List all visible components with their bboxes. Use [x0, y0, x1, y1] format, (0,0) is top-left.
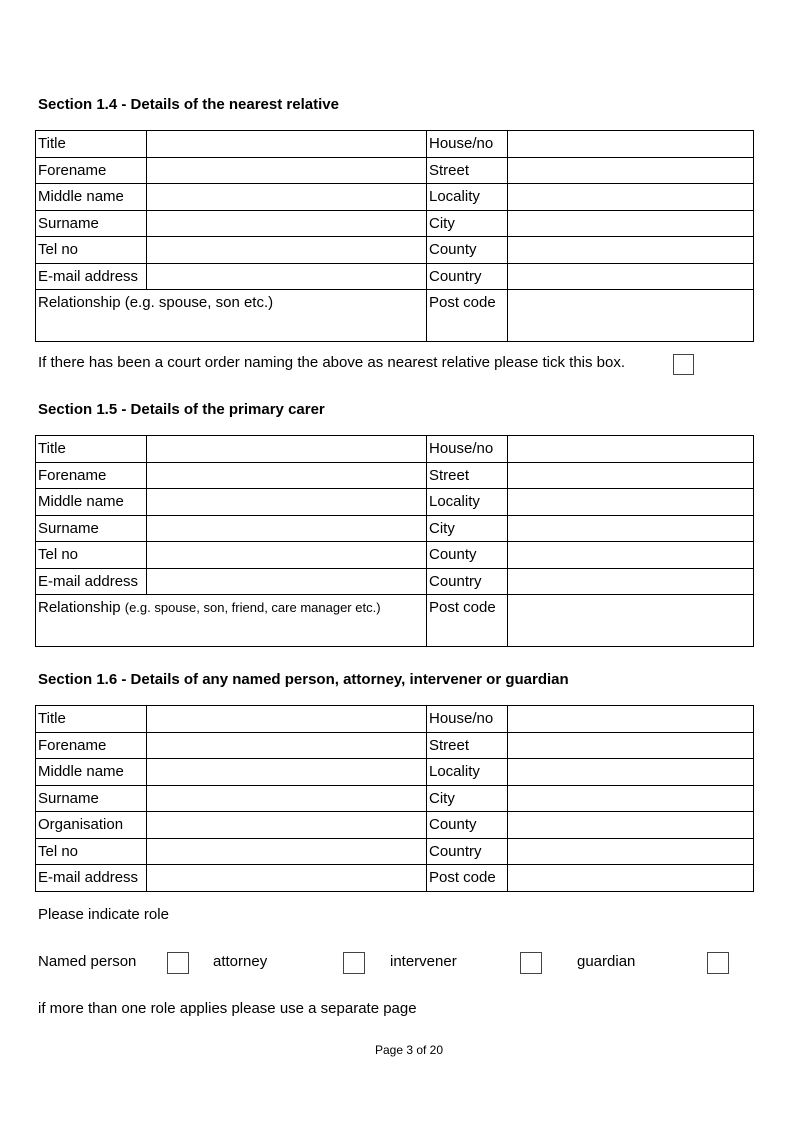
- locality-cell[interactable]: [508, 489, 754, 516]
- country-cell[interactable]: [508, 263, 754, 290]
- field-label: E-mail address: [36, 263, 147, 290]
- street-cell[interactable]: [508, 732, 754, 759]
- address-label: Country: [427, 838, 508, 865]
- address-label: Locality: [427, 184, 508, 211]
- post-code-input[interactable]: [508, 865, 753, 891]
- table-row: [36, 263, 754, 290]
- field-label: Title: [36, 706, 147, 733]
- email-cell[interactable]: [147, 865, 427, 892]
- street-cell[interactable]: [508, 462, 754, 489]
- address-label: Locality: [427, 759, 508, 786]
- locality-input[interactable]: [508, 759, 753, 785]
- title-input[interactable]: [147, 706, 426, 732]
- field-label: Surname: [36, 210, 147, 237]
- address-label: Post code: [427, 595, 508, 647]
- forename-cell[interactable]: [147, 732, 427, 759]
- post-code-cell[interactable]: [508, 865, 754, 892]
- address-label: County: [427, 542, 508, 569]
- page-number: Page 3 of 20: [374, 1043, 444, 1057]
- field-label: Tel no: [36, 838, 147, 865]
- address-label: Street: [427, 157, 508, 184]
- middle-name-input[interactable]: [147, 489, 426, 515]
- forename-cell[interactable]: [147, 157, 427, 184]
- field-label: Middle name: [36, 184, 147, 211]
- address-label: Country: [427, 263, 508, 290]
- address-label: City: [427, 515, 508, 542]
- role-checkbox-intervener[interactable]: [520, 952, 542, 974]
- house-no-input[interactable]: [508, 706, 753, 732]
- address-label: County: [427, 812, 508, 839]
- role-checkbox-attorney[interactable]: [343, 952, 365, 974]
- table-row: [36, 595, 754, 647]
- named-person-table: [35, 705, 754, 892]
- post-code-input[interactable]: [508, 595, 753, 646]
- section-1-5-heading: Section 1.5 - Details of the primary carer: [38, 401, 325, 418]
- organisation-input[interactable]: [147, 812, 426, 838]
- table-row: [36, 732, 754, 759]
- primary-carer-table: [35, 435, 754, 647]
- locality-input[interactable]: [508, 489, 753, 515]
- table-row: [36, 436, 754, 463]
- city-cell[interactable]: [508, 210, 754, 237]
- title-input[interactable]: [147, 131, 426, 157]
- tel-no-cell[interactable]: [147, 542, 427, 569]
- surname-cell[interactable]: [147, 515, 427, 542]
- field-label: Surname: [36, 785, 147, 812]
- street-cell[interactable]: [508, 157, 754, 184]
- table-row: [36, 865, 754, 892]
- surname-cell[interactable]: [147, 210, 427, 237]
- street-input[interactable]: [508, 463, 753, 489]
- email-cell[interactable]: [147, 263, 427, 290]
- country-input[interactable]: [508, 839, 753, 865]
- address-label: Locality: [427, 489, 508, 516]
- title-cell[interactable]: [147, 131, 427, 158]
- surname-input[interactable]: [147, 786, 426, 812]
- role-label-guardian: guardian: [577, 953, 636, 970]
- country-cell[interactable]: [508, 568, 754, 595]
- house-no-cell[interactable]: [508, 436, 754, 463]
- county-input[interactable]: [508, 542, 753, 568]
- table-row: [36, 568, 754, 595]
- forename-cell[interactable]: [147, 462, 427, 489]
- field-label: E-mail address: [36, 568, 147, 595]
- middle-name-cell[interactable]: [147, 759, 427, 786]
- address-label: Post code: [427, 865, 508, 892]
- address-label: House/no: [427, 131, 508, 158]
- field-label: Organisation: [36, 812, 147, 839]
- table-row: [36, 131, 754, 158]
- middle-name-input[interactable]: [147, 184, 426, 210]
- organisation-cell[interactable]: [147, 812, 427, 839]
- post-code-input[interactable]: [508, 290, 753, 341]
- field-label: Forename: [36, 732, 147, 759]
- house-no-cell[interactable]: [508, 131, 754, 158]
- relationship-hint: (e.g. spouse, son, friend, care manager etc.): [124, 600, 381, 615]
- county-input[interactable]: [508, 812, 753, 838]
- address-label: City: [427, 785, 508, 812]
- table-row: [36, 838, 754, 865]
- table-row: [36, 237, 754, 264]
- city-input[interactable]: [508, 211, 753, 237]
- field-label: Tel no: [36, 542, 147, 569]
- country-input[interactable]: [508, 264, 753, 290]
- county-cell[interactable]: [508, 812, 754, 839]
- tel-no-input[interactable]: [147, 839, 426, 865]
- tel-no-input[interactable]: [147, 542, 426, 568]
- city-input[interactable]: [508, 786, 753, 812]
- country-input[interactable]: [508, 569, 753, 595]
- field-label: Middle name: [36, 489, 147, 516]
- role-checkbox-guardian[interactable]: [707, 952, 729, 974]
- table-row: [36, 462, 754, 489]
- field-label: Tel no: [36, 237, 147, 264]
- court-order-checkbox[interactable]: [673, 354, 694, 375]
- role-label-intervener: intervener: [390, 953, 457, 970]
- tel-no-cell[interactable]: [147, 838, 427, 865]
- address-label: Street: [427, 732, 508, 759]
- section-1-4-heading: Section 1.4 - Details of the nearest relative: [38, 96, 339, 113]
- surname-input[interactable]: [147, 211, 426, 237]
- middle-name-cell[interactable]: [147, 184, 427, 211]
- field-label: Title: [36, 131, 147, 158]
- street-input[interactable]: [508, 158, 753, 184]
- surname-cell[interactable]: [147, 785, 427, 812]
- county-cell[interactable]: [508, 542, 754, 569]
- table-row: [36, 542, 754, 569]
- city-input[interactable]: [508, 516, 753, 542]
- address-label: County: [427, 237, 508, 264]
- section-1-6-heading: Section 1.6 - Details of any named person, attorney, intervener or guardian: [38, 671, 569, 688]
- house-no-input[interactable]: [508, 131, 753, 157]
- table-row: [36, 210, 754, 237]
- table-row: [36, 157, 754, 184]
- table-row: [36, 706, 754, 733]
- middle-name-cell[interactable]: [147, 489, 427, 516]
- table-row: [36, 489, 754, 516]
- county-cell[interactable]: [508, 237, 754, 264]
- multi-role-note: if more than one role applies please use a separate page: [38, 1000, 417, 1017]
- forename-input[interactable]: [147, 733, 426, 759]
- street-input[interactable]: [508, 733, 753, 759]
- post-code-cell[interactable]: [508, 595, 754, 647]
- house-no-cell[interactable]: [508, 706, 754, 733]
- house-no-input[interactable]: [508, 436, 753, 462]
- city-cell[interactable]: [508, 515, 754, 542]
- role-prompt: Please indicate role: [38, 906, 169, 923]
- field-label: Middle name: [36, 759, 147, 786]
- address-label: House/no: [427, 706, 508, 733]
- county-input[interactable]: [508, 237, 753, 263]
- tel-no-input[interactable]: [147, 237, 426, 263]
- field-label: Title: [36, 436, 147, 463]
- address-label: Street: [427, 462, 508, 489]
- locality-cell[interactable]: [508, 184, 754, 211]
- nearest-relative-table: [35, 130, 754, 342]
- field-label: Forename: [36, 462, 147, 489]
- address-label: House/no: [427, 436, 508, 463]
- table-row: [36, 515, 754, 542]
- relationship-label: Relationship: [38, 599, 121, 616]
- email-input[interactable]: [147, 865, 426, 891]
- email-cell[interactable]: [147, 568, 427, 595]
- role-checkbox-named-person[interactable]: [167, 952, 189, 974]
- relationship-label: Relationship (e.g. spouse, son etc.): [38, 294, 274, 311]
- city-cell[interactable]: [508, 785, 754, 812]
- role-label-attorney: attorney: [213, 953, 268, 970]
- address-label: Country: [427, 568, 508, 595]
- locality-cell[interactable]: [508, 759, 754, 786]
- court-order-text: If there has been a court order naming the above as nearest relative please tick this box.: [38, 354, 626, 371]
- address-label: Post code: [427, 290, 508, 342]
- relationship-field[interactable]: [36, 290, 427, 342]
- field-label: E-mail address: [36, 865, 147, 892]
- field-label: Forename: [36, 157, 147, 184]
- surname-input[interactable]: [147, 516, 426, 542]
- table-row: [36, 785, 754, 812]
- tel-no-cell[interactable]: [147, 237, 427, 264]
- country-cell[interactable]: [508, 838, 754, 865]
- email-input[interactable]: [147, 569, 426, 595]
- address-label: City: [427, 210, 508, 237]
- forename-input[interactable]: [147, 463, 426, 489]
- title-input[interactable]: [147, 436, 426, 462]
- middle-name-input[interactable]: [147, 759, 426, 785]
- table-row: [36, 184, 754, 211]
- role-label-named-person: Named person: [38, 953, 137, 970]
- post-code-cell[interactable]: [508, 290, 754, 342]
- field-label: Surname: [36, 515, 147, 542]
- forename-input[interactable]: [147, 158, 426, 184]
- relationship-field[interactable]: [36, 595, 427, 647]
- title-cell[interactable]: [147, 706, 427, 733]
- title-cell[interactable]: [147, 436, 427, 463]
- table-row: [36, 290, 754, 342]
- table-row: [36, 759, 754, 786]
- locality-input[interactable]: [508, 184, 753, 210]
- email-input[interactable]: [147, 264, 426, 290]
- table-row: [36, 812, 754, 839]
